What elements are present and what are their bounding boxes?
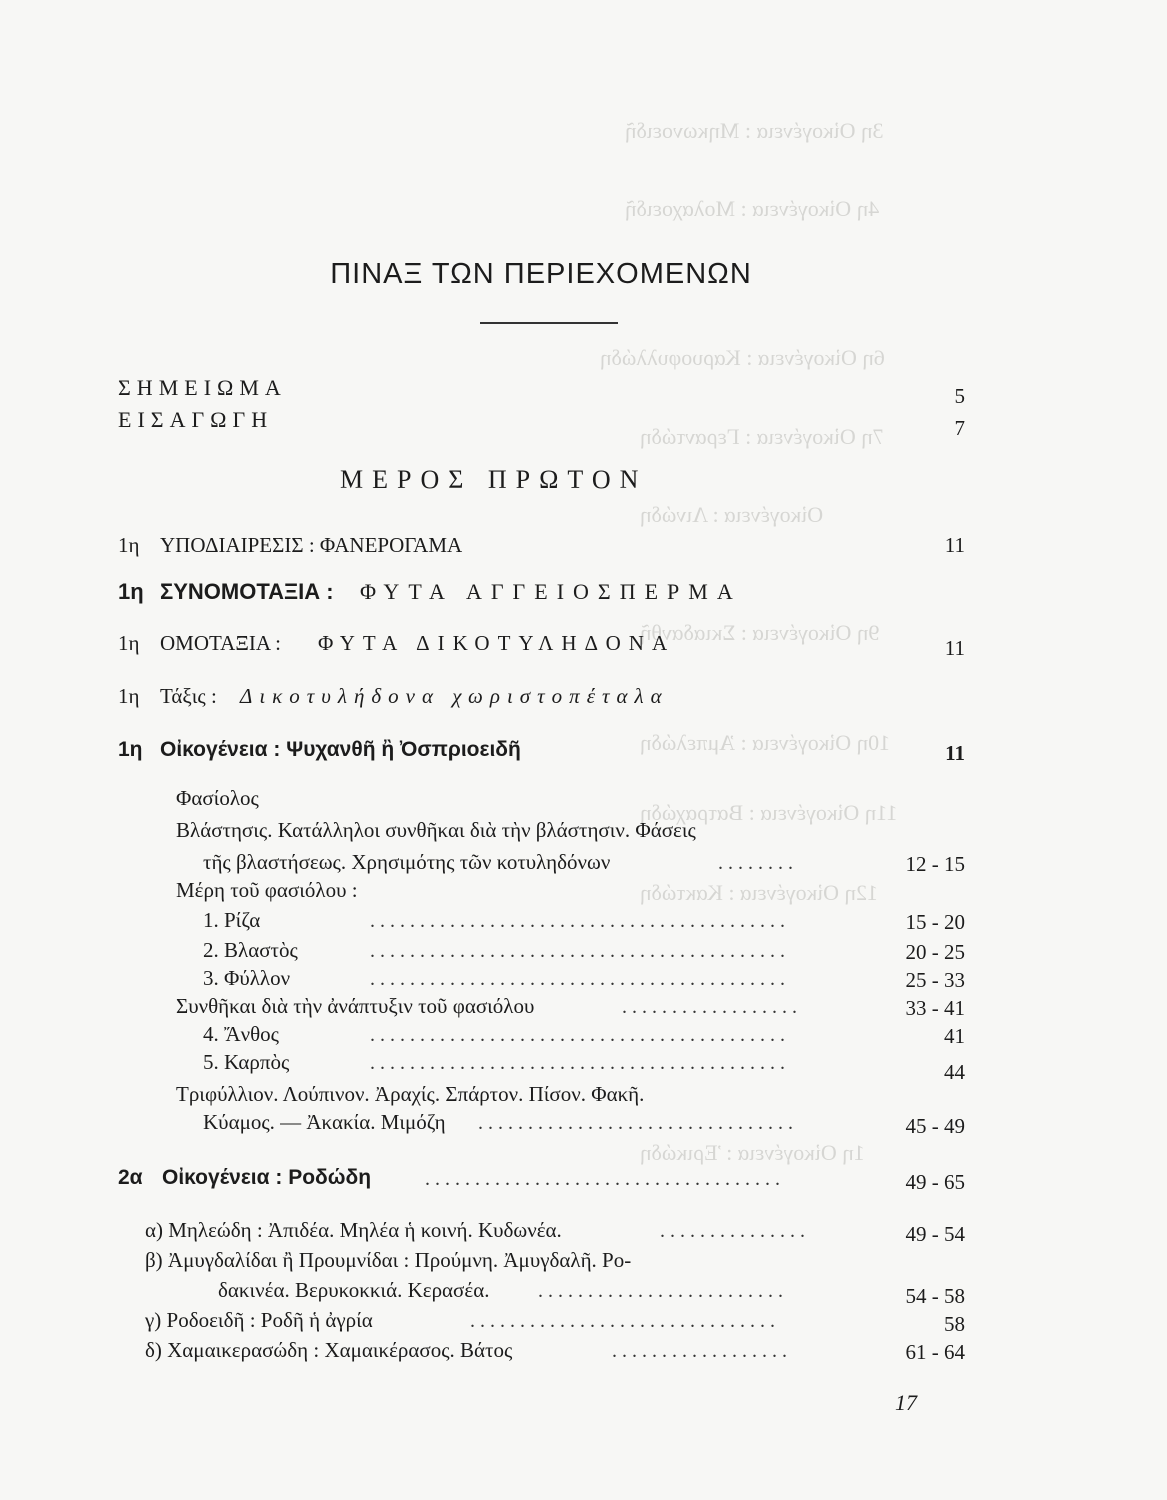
toc-entry: Φασίολος [176,786,259,810]
toc-page: 44 [944,1060,965,1084]
leader-dots: .......................................... [370,1052,790,1074]
title-underline [480,322,618,324]
leader-dots: .......................................... [370,940,790,962]
toc-subentry: δ) Χαμαικερασώδη : Χαμαικέρασος. Βάτος [145,1338,513,1362]
toc-entry: 4. Ἄνθος [203,1022,279,1046]
toc-entry: Συνθῆκαι διὰ τὴν ἀνάπτυξιν τοῦ φασιόλου [176,994,535,1018]
toc-entry-class-name: ΦΥΤΑ ΔΙΚΟΤΥΛΗΔΟΝΑ [318,631,676,655]
page-number: 17 [895,1390,917,1415]
toc-entry: τῆς βλαστήσεως. Χρησιμότης τῶν κοτυληδόνων [203,850,611,874]
toc-entry: 5. Καρπὸς [203,1050,290,1074]
toc-subentry: δακινέα. Βερυκοκκιά. Κερασέα. [218,1278,490,1302]
toc-entry-note: ΣΗΜΕΙΩΜΑ [118,375,287,400]
leader-dots: ......................... [538,1280,788,1302]
toc-page: 58 [944,1312,965,1336]
leader-dots: ............................... [470,1310,780,1332]
leader-dots: .......................................... [370,910,790,932]
toc-subentry: α) Μηλεώδη : Ἀπιδέα. Μηλέα ἡ κοινή. Κυδωνέα. [145,1218,562,1242]
toc-page: 11 [944,533,965,557]
toc-page: 45 - 49 [905,1114,965,1138]
leader-dots: .................................... [425,1168,785,1190]
document-page: 3η Οἰκογένεια : Μηκωνοειδῆ 4η Οἰκογένεια : Μολαχοειδῆ 6η Οἰκογένεια : Καρυοφυλλώδη 7η Οἰκογένεια : Γεραντώδη Οἰκογένεια : Λινώδη 9η Οἰκογένεια : Σκιαδανθῆ 10η Οἰκογένεια : Ἀμπελώδη 11η Οἰκογένεια : Βατραχώδη 12η Οἰκογένεια : Κακτώδη 1η Οἰκογένεια : Ἐρικώδη ΠΙΝΑΞ ΤΩΝ ΠΕΡΙΕΧΟΜΕΝΩΝ ΣΗΜΕΙΩΜΑ 5 ΕΙΣΑΓΩΓΗ 7 ΜΕΡΟΣ ΠΡΩΤΟΝ 1η ΥΠΟΔΙΑΙΡΕΣΙΣ : ΦΑΝΕΡΟΓΑΜΑ 11 1η ΣΥΝΟΜΟΤΑΞΙΑ : ΦΥΤΑ ΑΓΓΕΙΟΣΠΕΡΜΑ 1η ΟΜΟΤΑΞΙΑ : ΦΥΤΑ ΔΙΚΟΤΥΛΗΔΟΝΑ 11 1η Τάξις : Δικοτυλήδονα χωριστοπέταλα 1η Οἰκογένεια : Ψυχανθῆ ἢ Ὀσπριοειδῆ 11 Φασίολος Βλάστησις. Κατάλληλοι συνθῆκαι διὰ τὴν βλάστησιν. Φάσεις τῆς βλαστήσεως. Χρησιμότης τῶν κοτυληδόνων ........ 12 - 15 Μέρη τοῦ φασιόλου : 1. Ρίζα .......................................... 15 - 20 2. Βλαστὸς .......................................... 20 - 25 3. Φύλλον .......................................... 25 - 33 Συνθῆκαι διὰ τὴν ἀνάπτυξιν τοῦ φασιόλου .................. 33 - 41 4. Ἄνθος .......................................... 41 5. Καρπὸς .......................................... 44 Τριφύλλιον. Λούπινον. Ἀραχίς. Σπάρτον. Πίσον. Φακῆ. Κύαμος. — Ἀκακία. Μιμόζη ................................ 45 - 49 2α Οἰκογένεια : Ροδώδη .................................... 49 - 65 α) Μηλεώδη : Ἀπιδέα. Μηλέα ἡ κοινή. Κυδωνέα. ............... 49 - 54 β) Ἀμυγδαλίδαι ἢ Προυμνίδαι : Προύμνη. Ἀμυγδαλῆ. Ρο- δακινέα. Βερυκοκκιά. Κερασέα. ......................... 54 - 58 γ) Ροδοειδῆ : Ροδῆ ἡ ἀγρία ............................... 58 δ) Χαμαικερασώδη : Χαμαικέρασος. Βάτος .................. 61 - 64 17 [118,118,965,1415]
toc-page: 12 - 15 [905,852,965,876]
leader-dots: ............... [660,1220,810,1242]
toc-page: 7 [954,416,965,440]
page-title: ΠΙΝΑΞ ΤΩΝ ΠΕΡΙΕΧΟΜΕΝΩΝ [330,258,752,290]
toc-page: 49 - 54 [905,1222,965,1246]
toc-entry: Μέρη τοῦ φασιόλου : [176,878,358,902]
toc-entry-order-label: Τάξις : [160,684,217,708]
toc-entry-subdivision: ΥΠΟΔΙΑΙΡΕΣΙΣ : ΦΑΝΕΡΟΓΑΜΑ [160,533,463,557]
leader-dots: .................. [622,996,802,1018]
leader-dots: .......................................... [370,1024,790,1046]
toc-entry: 2. Βλαστὸς [203,938,298,962]
toc-entry-phylum-name: ΦΥΤΑ ΑΓΓΕΙΟΣΠΕΡΜΑ [360,579,742,604]
toc-page: 49 - 65 [905,1170,965,1194]
toc-number: 2α [118,1166,143,1189]
toc-entry: Βλάστησις. Κατάλληλοι συνθῆκαι διὰ τὴν βλάστησιν. Φάσεις [176,818,696,842]
leader-dots: .................. [612,1340,792,1362]
toc-page: 5 [954,384,965,408]
toc-page: 25 - 33 [905,968,965,992]
toc-page: 61 - 64 [905,1340,965,1364]
part-heading: ΜΕΡΟΣ ΠΡΩΤΟΝ [340,465,648,494]
toc-entry-class-label: ΟΜΟΤΑΞΙΑ : [160,631,281,655]
toc-entry-family: Οἰκογένεια : Ροδώδη [162,1166,372,1189]
toc-number: 1η [118,738,143,761]
toc-number: 1η [118,631,140,655]
toc-page: 54 - 58 [905,1284,965,1308]
toc-entry-family: Οἰκογένεια : Ψυχανθῆ ἢ Ὀσπριοειδῆ [160,738,521,761]
toc-page: 11 [944,636,965,660]
toc-page: 33 - 41 [905,996,965,1020]
toc-entry: 3. Φύλλον [203,966,291,990]
toc-entry-intro: ΕΙΣΑΓΩΓΗ [118,407,274,432]
toc-entry-order-name: Δικοτυλήδονα χωριστοπέταλα [240,684,669,708]
toc-number: 1η [118,533,140,557]
leader-dots: ................................ [478,1112,798,1134]
toc-number: 1η [118,579,144,604]
toc-entry-phylum-label: ΣΥΝΟΜΟΤΑΞΙΑ : [160,579,334,604]
toc-entry: Τριφύλλιον. Λούπινον. Ἀραχίς. Σπάρτον. Πίσον. Φακῆ. [176,1082,645,1106]
toc-page: 41 [944,1024,965,1048]
toc-subentry: γ) Ροδοειδῆ : Ροδῆ ἡ ἀγρία [145,1308,373,1332]
leader-dots: ........ [718,852,798,874]
toc-subentry: β) Ἀμυγδαλίδαι ἢ Προυμνίδαι : Προύμνη. Ἀμυγδαλῆ. Ρο- [145,1248,632,1272]
toc-page: 15 - 20 [905,910,965,934]
toc-entry: Κύαμος. — Ἀκακία. Μιμόζη [203,1110,446,1134]
leader-dots: .......................................... [370,968,790,990]
toc-number: 1η [118,684,140,708]
toc-page: 20 - 25 [905,940,965,964]
toc-entry: 1. Ρίζα [203,908,261,932]
toc-page: 11 [945,741,965,765]
